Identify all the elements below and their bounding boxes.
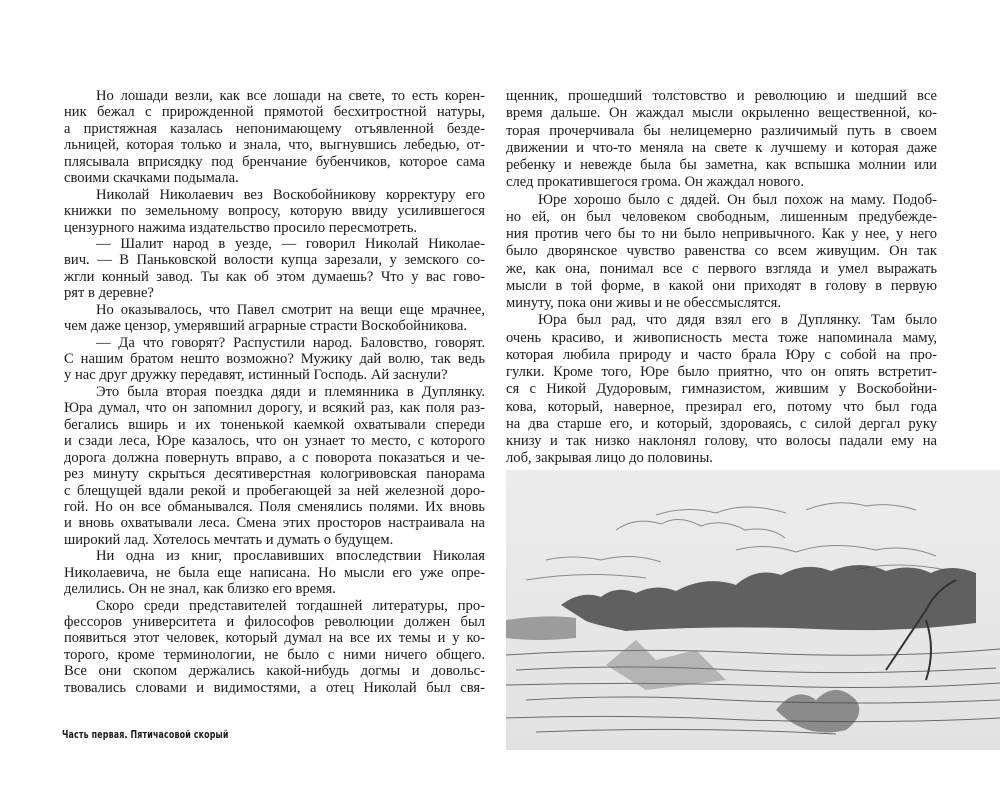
text-line: очень красиво, и живописность места тоже напоминала маму, [506, 329, 937, 346]
text-line: рез минуту скрыться десятиверстная кологривовская панорама [64, 466, 485, 483]
text-line: минуту, пока они живы и не обессмыслятся. [506, 295, 782, 311]
text-line: и сзади леса, Юре казалось, что он узнает то место, с которого [64, 433, 485, 450]
text-line: книзу и так низко наклонял голову, что волосы падали ему на [506, 433, 937, 449]
paragraph [506, 312, 937, 467]
paragraph [506, 88, 937, 192]
text-line: Скоро среди представителей тогдашней литературы, про- [96, 597, 485, 614]
text-line: чем даже цензор, умерявший аграрные страсти Воскобойникова. [64, 318, 468, 335]
text-line: которая любила природу и часто брала Юру с собой на про- [506, 346, 937, 363]
text-line: Юра думал, что он запомнил дорогу, и всякий раз, как поля раз- [64, 400, 485, 417]
paragraph [64, 548, 485, 597]
text-line: книжки по земельному вопросу, которую ввиду усилившегося [64, 203, 485, 220]
text-line: с блещущей вдали рекой и пробегающей за ней железной доро- [64, 482, 485, 499]
text-line: но ей, он был человеком свободным, лишенным предубежде- [506, 208, 937, 225]
text-line: движении и что-то меняла на свете к лучшему и которая даже [506, 139, 937, 156]
text-line: рят в деревне? [64, 285, 154, 302]
text-line: щенник, прошедший толстовство и революцию и шедший все [506, 88, 937, 104]
text-line: ся с Никой Дудоровым, гимназистом, жившим у Воскобойни- [506, 381, 937, 398]
text-line: след прокатившегося грома. Он жаждал нового. [506, 174, 804, 191]
paragraph [64, 88, 485, 187]
text-line: торая прочерчивала бы нелицемерно различимый путь в своем [506, 122, 937, 139]
text-line: же, как она, понимал все с первого взгляда и умел выражать [506, 260, 937, 277]
paragraph [64, 187, 485, 236]
right-column-text [506, 88, 937, 468]
landscape-pencil-sketch [506, 470, 1000, 750]
text-line: Ни одна из книг, прославивших впоследствии Николая [96, 548, 485, 565]
paragraph [506, 192, 937, 313]
text-line: Юра был рад, что дядя взял его в Дуплянку. Там было [538, 312, 937, 329]
paragraph [64, 335, 485, 384]
text-line: на два старше его, и который, здороваясь, с силой дергал руку [506, 415, 937, 432]
paragraph [64, 236, 485, 302]
text-line: широкий лад. Хотелось мечтать и думать о будущем. [64, 531, 394, 548]
running-head: Часть первая. Пятичасовой скорый [62, 728, 229, 741]
text-line: у нас друг дружку передавят, истинный Господь. Ай заснули? [64, 367, 448, 384]
paragraph [64, 384, 485, 548]
text-line: Николай Николаевич вез Воскобойникову корректуру его [96, 186, 485, 203]
text-line: делились. Он не знал, как близко его время. [64, 581, 336, 598]
text-line: плясывала вприсядку под бренчание бубенчиков, которое сама [64, 153, 485, 170]
text-line: мысли в той форме, в какой они приходят в голову в первую [506, 277, 937, 294]
text-line: лоб, закрывая лицо до половины. [506, 450, 713, 467]
text-line: твовались словами и видимостями, а отец Николай был свя- [64, 679, 485, 696]
text-line: фессоров университета и философов революции должен был [64, 614, 485, 630]
text-line: появиться этот человек, который думал на все их темы и у ко- [64, 630, 485, 647]
text-line: было дворянское чувство равенства со всем живущим. Он так [506, 243, 937, 260]
text-line: вич. — В Паньковской волости купца зарезали, у земского со- [64, 252, 485, 269]
text-line: Это была вторая поездка дяди и племянника в Дуплянку. [96, 383, 485, 400]
text-line: а пристяжная казалась непонимающему отъявленной безде- [64, 120, 485, 137]
text-line: Юре хорошо было с дядей. Он был похож на маму. Подоб- [538, 191, 937, 208]
text-line: гой. Но он все обманывался. Поля сменялись полями. Их вновь [64, 498, 485, 515]
text-line: Все они скопом держались какой-нибудь догмы и довольс- [64, 663, 485, 680]
paragraph [64, 598, 485, 697]
text-line: и вновь охватывали леса. Смена этих просторов настраивала на [64, 515, 485, 532]
text-line: жгли конный завод. Ты как об этом думаешь? Что у вас гово- [64, 268, 485, 285]
text-line: бегались вширь и их тоненькой каемкой охватывали спереди [64, 416, 485, 433]
text-line: торого, кроме терминологии, не было с ними ничего общего. [64, 646, 485, 663]
text-line: цензурного нажима издательство просило пересмотреть. [64, 219, 418, 236]
text-line: — Шалит народ в уезде, — говорил Николай Николае- [96, 235, 485, 252]
text-line: Но лошади везли, как все лошади на свете, то есть корен- [96, 88, 485, 104]
text-line: время дальше. Он жаждал мысли окрыленно вещественной, ко- [506, 105, 937, 122]
text-line: кова, который, наверное, презирал его, потому что был года [506, 398, 937, 415]
left-column-text [64, 88, 485, 696]
text-line: — Да что говорят? Распустили народ. Баловство, говорят. [96, 334, 485, 351]
text-line: дорога должна повернуть вправо, а с поворота показаться и че- [64, 449, 485, 466]
text-line: Николаевича, не была еще написана. Но мысли его уже опре- [64, 564, 485, 581]
text-line: ния против чего бы то ни было непривычного. Как у нее, у него [506, 226, 937, 242]
text-line: ребенку и невежде была бы заметна, как вспышка молнии или [506, 157, 937, 173]
text-line: гулки. Кроме того, Юре было приятно, что он опять встретит- [506, 364, 937, 380]
text-line: С нашим братом нешто возможно? Мужику дай волю, так ведь [64, 351, 485, 367]
text-line: ник бежал с прирожденной прямотой бесхитростной натуры, [64, 104, 485, 121]
text-line: льницей, которая только и знала, что, выгнувшись лебедью, от- [64, 137, 485, 154]
text-line: Но оказывалось, что Павел смотрит на вещи еще мрачнее, [96, 301, 485, 318]
paragraph [64, 302, 485, 335]
text-line: своими скачками подымала. [64, 170, 239, 187]
